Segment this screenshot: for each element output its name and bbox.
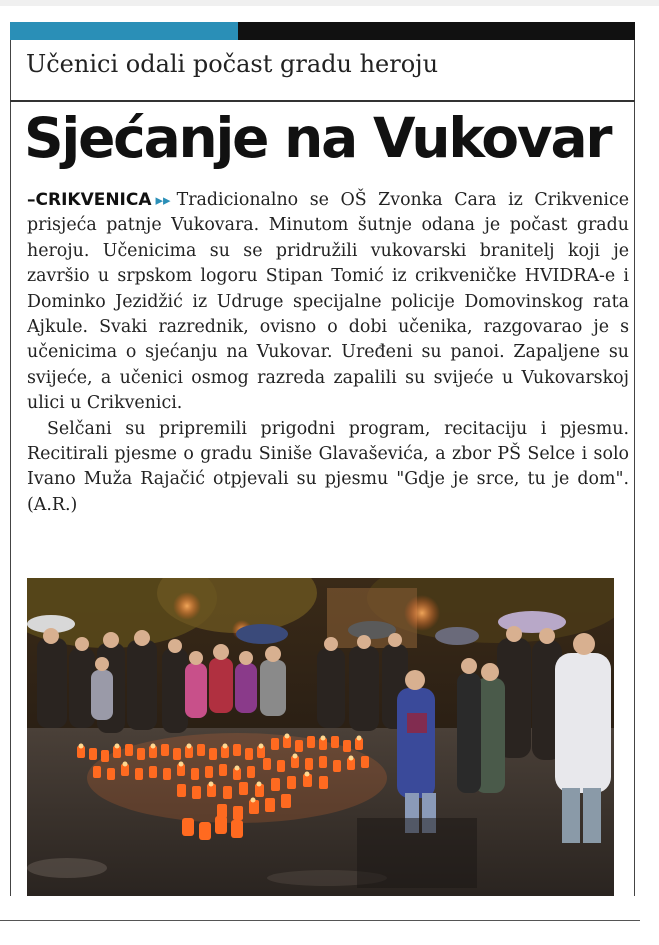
kicker-divider: [10, 100, 635, 102]
section-bar: [10, 22, 635, 40]
article-kicker: Učenici odali počast gradu heroju: [26, 50, 439, 78]
paragraph-2: Selčani su pripremili prigodni program, recitaciju i pjesmu. Recitirali pjesme o gradu Siniše Glavaševića, a zbor PŠ Selce i solo Ivano Muža Rajačić otpjevali su pjesmu "Gdje je srce, tu je dom". (A.R.): [27, 418, 629, 515]
paragraph-1-text: Tradicionalno se OŠ Zvonka Cara iz Crikvenice prisjeća patnje Vukovara. Minutom šutnje odana je počast gradu heroju. Učenicima su se pridružili vukovarski branitelj koji je završio u srpskom logoru Stipan Tomić iz crikveničke HVIDRA-e i Dominko Jezidžić iz Udruge specijalne policije Domovinskog rata Ajkule. Svaki razrednik, ovisno o dobi učenika, razgovarao je s učenicima o sjećanju na Vukovar. Uređeni su panoi. Zapaljene su svijeće, a učenici osmog razreda zapalili su svijeće u Vukovarskoj ulici u Crikvenici.: [27, 190, 629, 414]
paragraph-1: [27, 188, 629, 417]
article-photo: [27, 578, 614, 896]
dateline-arrows-icon: ▸▸: [155, 191, 171, 209]
page-bottom-rule: [0, 920, 640, 921]
dateline: –CRIKVENICA: [27, 190, 152, 210]
article-headline: Sjećanje na Vukovar: [24, 106, 611, 170]
article-body: [27, 188, 629, 518]
page-top-strip: [0, 0, 659, 6]
section-bar-accent: [10, 22, 238, 40]
